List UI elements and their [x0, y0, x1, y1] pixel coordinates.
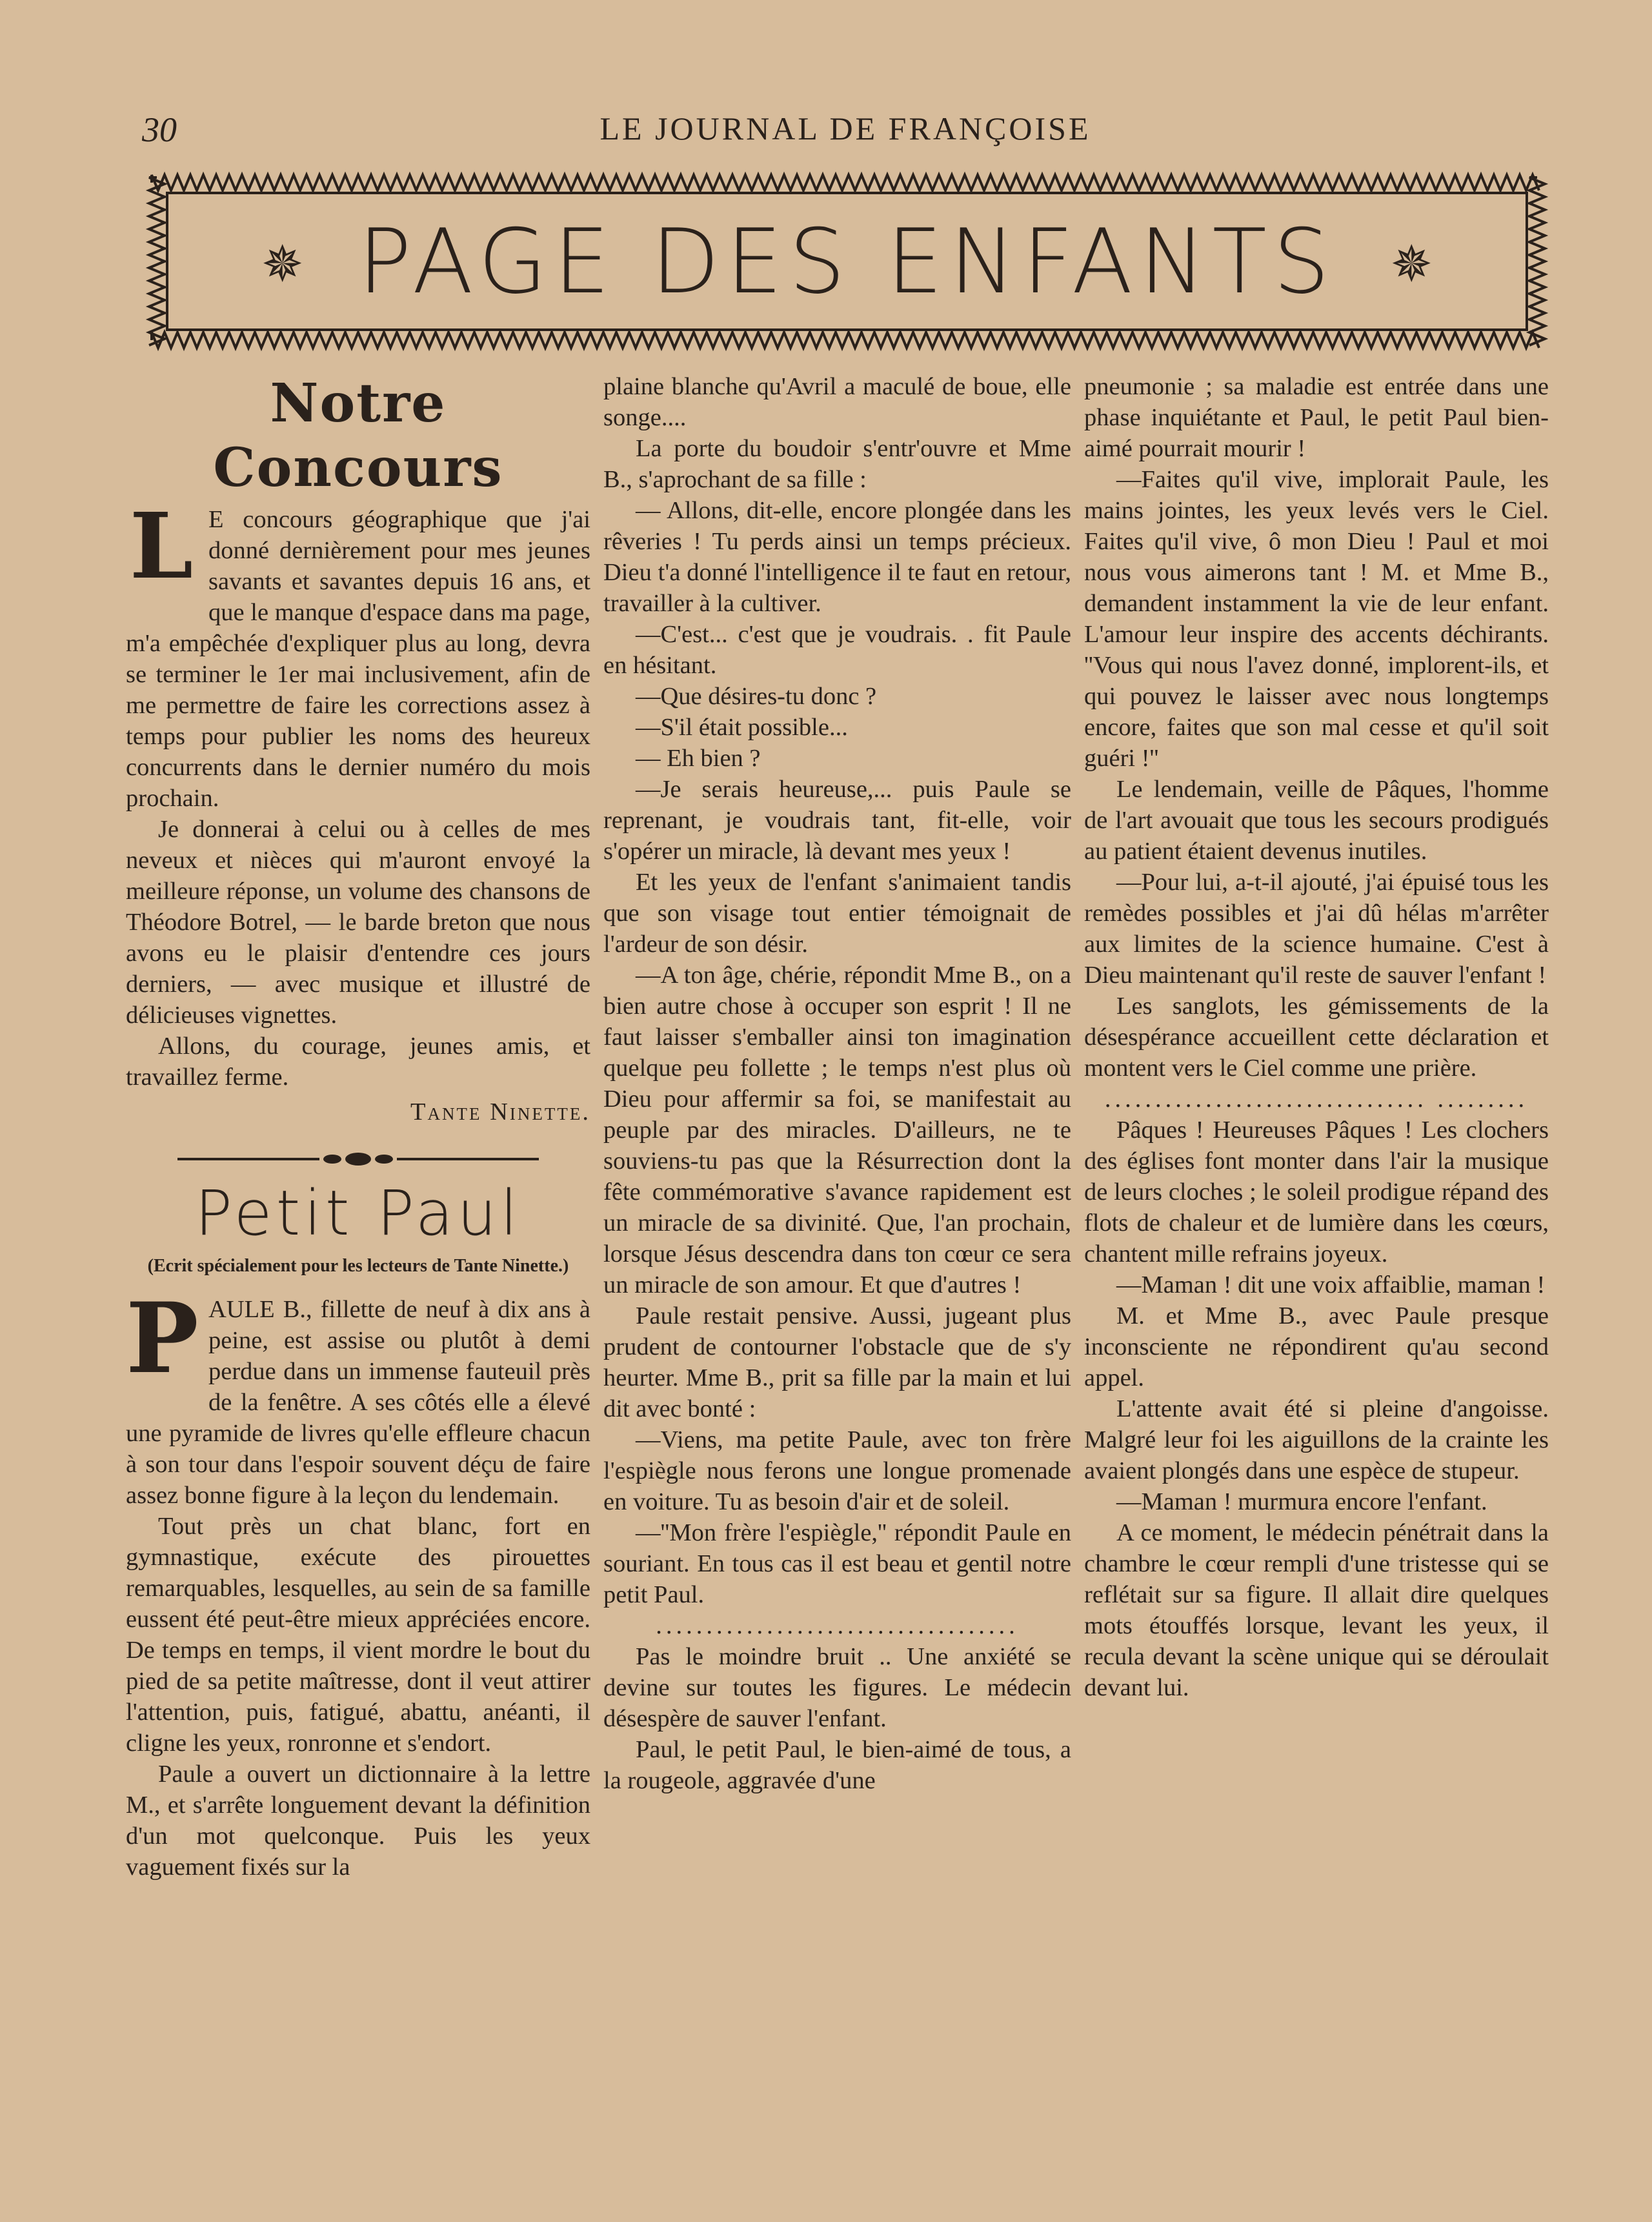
paragraph: —Que désires-tu donc ?	[636, 683, 877, 710]
star-ornament-icon: ✵	[261, 236, 304, 292]
article-subtitle: (Ecrit spécialement pour les lecteurs de Tante Ninette.)	[147, 1256, 569, 1276]
paragraph: Je donnerai à celui ou à celles de mes neveux et nièces qui m'auront envoyé la meilleure réponse, un volume des chansons de Théodore Botrel, — le barde breton que nous avons eu le plaisir d'entendre ces jours derniers, — avec musique et illustré de délicieuses vignettes.	[126, 816, 590, 1029]
dotted-separator: ....................................	[656, 1612, 1019, 1639]
paragraph-text: AULE B., fillette de neuf à dix ans à peine, est assise ou plutôt à demi perdue dans un immense fauteuil près de la fenêtre. A ses côtés elle a élevé une pyramide de livres qu'elle effleure chacun à son tour dans l'espoir souvent déçu de faire assez bonne figure à la leçon du lendemain.	[126, 1296, 590, 1509]
paragraph: La porte du boudoir s'entr'ouvre et Mme B., s'aprochant de sa fille :	[603, 435, 1071, 493]
paragraph: —Maman ! dit une voix affaiblie, maman !	[1116, 1271, 1546, 1298]
paragraph: M. et Mme B., avec Paule presque inconsciente ne répondirent qu'au second appel.	[1084, 1302, 1549, 1391]
dropcap-letter: L	[129, 494, 194, 600]
author-signature: Tante Ninette.	[410, 1098, 590, 1126]
column-3	[1084, 371, 1549, 1703]
paragraph: Allons, du courage, jeunes amis, et travaillez ferme.	[126, 1033, 590, 1091]
article-heading-notre-concours: Notre Concours	[213, 372, 503, 499]
paragraph: pneumonie ; sa maladie est entrée dans une phase inquiétante et Paul, le petit Paul bien-aimé pourrait mourir !	[1084, 373, 1549, 462]
paragraph: plaine blanche qu'Avril a maculé de boue, elle songe....	[603, 373, 1071, 431]
paragraph: —Pour lui, a-t-il ajouté, j'ai épuisé tous les remèdes possibles et j'ai dû hélas m'arrêter aux limites de la science humaine. C'est à Dieu maintenant qu'il reste de sauver l'enfant !	[1084, 869, 1549, 989]
paragraph: — Allons, dit-elle, encore plongée dans les rêveries ! Tu perds ainsi un temps précieux. Dieu t'a donné l'intelligence il te faut en retour, travailler à la cultiver.	[603, 497, 1071, 617]
paragraph: Les sanglots, les gémissements de la désespérance accueillent cette déclaration et montent vers le Ciel comme une prière.	[1084, 993, 1549, 1082]
running-head	[142, 110, 1549, 155]
paragraph: Le lendemain, veille de Pâques, l'homme de l'art avouait que tous les secours prodigués au patient étaient devenus inutiles.	[1084, 776, 1549, 865]
paragraph: Paul, le petit Paul, le bien-aimé de tous, a la rougeole, aggravée d'une	[603, 1736, 1071, 1794]
paragraph: Paule restait pensive. Aussi, jugeant plus prudent de contourner l'obstacle que de s'y heurter. Mme B., prit sa fille par la main et lui dit avec bonté :	[603, 1302, 1071, 1422]
paragraph: —''Mon frère l'espiègle,'' répondit Paule en souriant. En tous cas il est beau et gentil notre petit Paul.	[603, 1519, 1071, 1608]
paragraph: —S'il était possible...	[636, 714, 848, 741]
paragraph: —Je serais heureuse,... puis Paule se reprenant, je voudrais tant, fit-elle, voir s'opérer un miracle, là devant mes yeux !	[603, 776, 1071, 865]
paragraph	[126, 494, 590, 814]
section-banner	[145, 171, 1549, 352]
paragraph-text: E concours géographique que j'ai donné dernièrement pour mes jeunes savants et savantes depuis 16 ans, et que le manque d'espace dans ma page, m'a empêchée d'expliquer plus au long, devra se terminer le 1er mai inclusivement, afin de me permettre de faire les corrections assez à temps pour publier les noms des heureux concurrents dans le dernier numéro du mois prochain.	[126, 506, 590, 812]
paragraph: — Eh bien ?	[636, 745, 761, 772]
paragraph: —Maman ! murmura encore l'enfant.	[1116, 1488, 1487, 1515]
star-ornament-icon: ✵	[1390, 236, 1433, 292]
paragraph: —Viens, ma petite Paule, avec ton frère l'espiègle nous ferons une longue promenade en voiture. Tu as besoin d'air et de soleil.	[603, 1426, 1071, 1515]
paragraph: Paule a ouvert un dictionnaire à la lettre M., et s'arrête longuement devant la définition d'un mot quelconque. Puis les yeux vaguement fixés sur la	[126, 1761, 590, 1881]
ornamental-divider	[126, 1146, 590, 1165]
section-title: PAGE DES ENFANTS	[358, 210, 1336, 314]
paragraph: A ce moment, le médecin pénétrait dans la chambre le cœur rempli d'une tristesse qui se reflétait sur sa figure. Il allait dire quelques mots étouffés lorsque, levant les yeux, il recula devant la scène unique qui se déroulait devant lui.	[1084, 1519, 1549, 1701]
dropcap-letter: P	[126, 1282, 199, 1395]
journal-title: LE JOURNAL DE FRANÇOISE	[599, 110, 1091, 146]
dotted-separator: ................................ .........	[1104, 1086, 1529, 1113]
paragraph: Pas le moindre bruit .. Une anxiété se devine sur toutes les figures. Le médecin désespère de sauver l'enfant.	[603, 1643, 1071, 1732]
paragraph: Pâques ! Heureuses Pâques ! Les clochers des églises font monter dans l'air la musique de leurs cloches ; le soleil prodigue répand des flots de chaleur et de lumière dans les cœurs, chantent mille refrains joyeux.	[1084, 1116, 1549, 1268]
column-1	[126, 371, 590, 1883]
paragraph: Tout près un chat blanc, fort en gymnastique, exécute des pirouettes remarquables, lesquelles, au sein de sa famille eussent été peut-être mieux appréciées encore. De temps en temps, il vient mordre le bout du pied de sa petite maîtresse, dont il veut attirer l'attention, puis, fatigué, abattu, anéanti, il cligne les yeux, ronronne et s'endort.	[126, 1513, 590, 1757]
paragraph: —Faites qu'il vive, implorait Paule, les mains jointes, les yeux levés vers le Ciel. Faites qu'il vive, ô mon Dieu ! Paul et moi nous vous aimerons tant ! M. et Mme B., demandent instamment la vie de leur enfant. L'amour leur inspire des accents déchirants. ''Vous qui nous l'avez donné, implorent-ils, et qui pouvez le laisser avec nous longtemps encore, faites que son mal cesse et qu'il soit guéri !''	[1084, 466, 1549, 772]
paragraph: L'attente avait été si pleine d'angoisse. Malgré leur foi les aiguillons de la crainte les avaient plongés dans une espèce de stupeur.	[1084, 1395, 1549, 1484]
page-number: 30	[142, 110, 177, 149]
column-2	[603, 371, 1071, 1796]
paragraph: —C'est... c'est que je voudrais. . fit Paule en hésitant.	[603, 621, 1071, 679]
paragraph: Et les yeux de l'enfant s'animaient tandis que son visage tout entier témoignait de l'ardeur de son désir.	[603, 869, 1071, 958]
paragraph: —A ton âge, chérie, répondit Mme B., on a bien autre chose à occuper son esprit ! Il ne faut laisser s'emballer ainsi ton imagination quelque peu follette ; le temps n'est plus où Dieu pour affermir sa foi, se manifestait au peuple par des miracles. D'ailleurs, ne te souviens-tu pas que la Résurrection dont la fête commémorative s'avance rapidement est un miracle de sa divinité. Que, l'an prochain, lorsque Jésus descendra dans ton cœur ce sera un miracle de son amour. Et que d'autres !	[603, 962, 1071, 1298]
paragraph	[126, 1282, 590, 1511]
article-heading-petit-paul: Petit Paul	[195, 1177, 521, 1249]
